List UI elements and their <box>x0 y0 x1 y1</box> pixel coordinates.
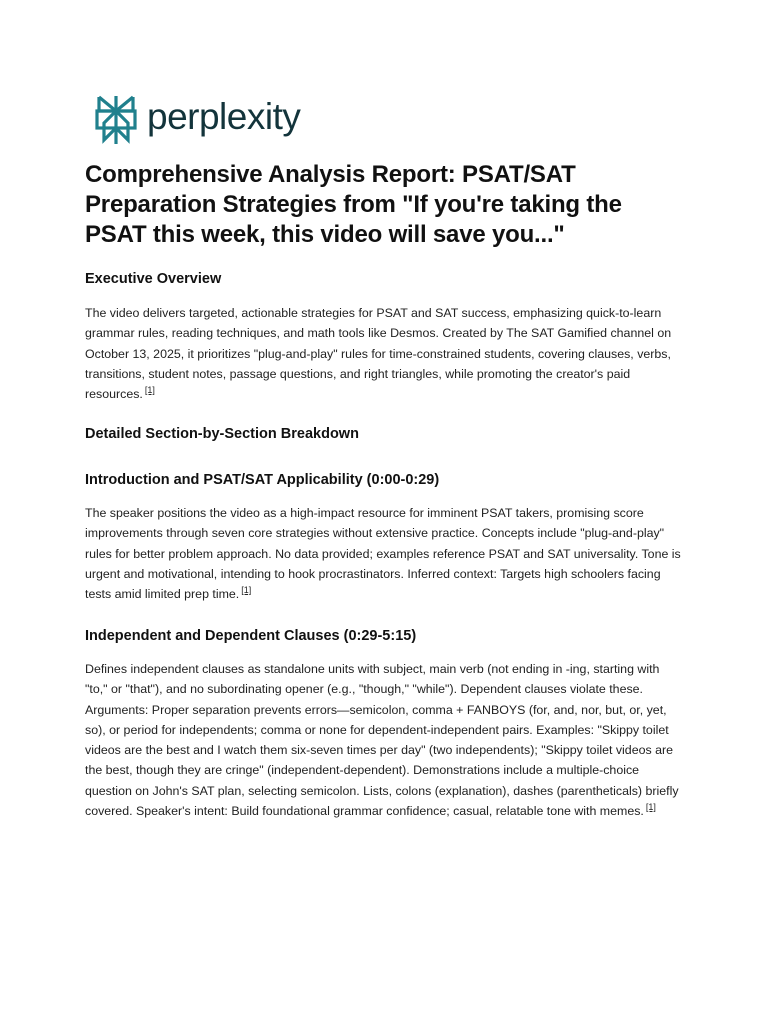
citation-link[interactable]: [1] <box>645 801 656 812</box>
executive-paragraph <box>85 303 683 404</box>
section-heading-executive: Executive Overview <box>85 271 222 287</box>
perplexity-logo <box>94 94 300 146</box>
section-heading-breakdown: Detailed Section-by-Section Breakdown <box>85 426 359 442</box>
citation-link[interactable]: [1] <box>241 585 252 596</box>
intro-text: The speaker positions the video as a high-impact resource for imminent PSAT takers, promising score improvements through seven core strategies without extensive practice. Concepts include "plug-and-play" rules for better problem approach. No data provided; examples reference PSAT and SAT universality. Tone is urgent and motivational, intending to hook procrastinators. Inferred context: Targets high schoolers facing tests amid limited prep time. <box>85 506 681 602</box>
citation-link[interactable]: [1] <box>144 385 155 396</box>
section-heading-clauses: Independent and Dependent Clauses (0:29-5:15) <box>85 628 417 644</box>
clauses-text: Defines independent clauses as standalone units with subject, main verb (not ending in -ing, starting with "to," or "that"), and no subordinating opener (e.g., "though," "while"). Dependent clauses violate these. Arguments: Proper separation prevents errors—semicolon, comma + FANBOYS (for, and, nor, but, or, yet, so), or period for independents; comma or none for dependent-independent pairs. Examples: "Skippy toilet videos are the best and I watch them six-seven times per day" (two independents); "Skippy toilet videos are the best, though they are cringe" (independent-dependent). Demonstrations include a multiple-choice question on John's SAT plan, selecting semicolon. Lists, colons (explanation), dashes (parentheticals) briefly covered. Speaker's intent: Build foundational grammar confidence; casual, relatable tone with memes. <box>85 662 679 819</box>
page-title: Comprehensive Analysis Report: PSAT/SAT Preparation Strategies from "If you're taking the PSAT this week, this video will save you..." <box>85 161 622 248</box>
perplexity-logo-icon <box>94 94 138 146</box>
section-heading-intro: Introduction and PSAT/SAT Applicability (0:00-0:29) <box>85 472 440 488</box>
clauses-paragraph <box>85 659 683 821</box>
brand-name: perplexity <box>147 96 301 137</box>
executive-text: The video delivers targeted, actionable strategies for PSAT and SAT success, emphasizing quick-to-learn grammar rules, reading techniques, and math tools like Desmos. Created by The SAT Gamified channel on October 13, 2025, it prioritizes "plug-and-play" rules for time-constrained students, covering clauses, verbs, transitions, student notes, passage questions, and right triangles, while promoting the creator's paid resources. <box>85 306 672 402</box>
intro-paragraph <box>85 503 683 604</box>
